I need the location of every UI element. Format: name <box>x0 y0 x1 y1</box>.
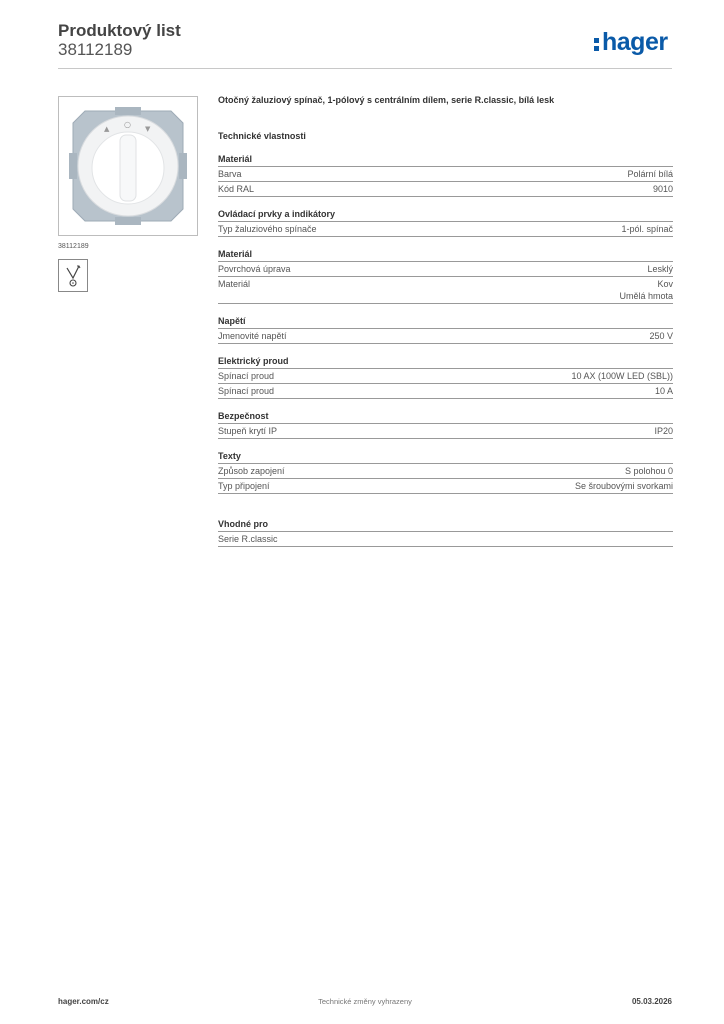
spec-label: Serie R.classic <box>218 534 278 544</box>
spec-value: 250 V <box>649 331 673 341</box>
spec-label: Povrchová úprava <box>218 264 291 274</box>
section-title: Materiál <box>218 153 673 167</box>
spec-row <box>218 424 673 439</box>
spec-row <box>218 479 673 494</box>
spec-section <box>218 248 673 304</box>
spec-row <box>218 464 673 479</box>
spec-row <box>218 182 673 197</box>
logo-text: hager <box>602 28 668 56</box>
spec-section <box>218 410 673 439</box>
spec-section <box>218 518 673 547</box>
spec-label: Stupeň krytí IP <box>218 426 278 436</box>
spec-row <box>218 277 673 304</box>
section-title: Texty <box>218 450 673 464</box>
page-title: Produktový list <box>58 21 181 40</box>
footer-note: Technické změny vyhrazeny <box>318 997 412 1006</box>
spec-value: 1-pól. spínač <box>621 224 673 234</box>
section-title: Elektrický proud <box>218 355 673 369</box>
blind-switch-symbol-icon <box>58 259 88 292</box>
spec-label: Typ připojení <box>218 481 270 491</box>
spec-label: Spínací proud <box>218 386 275 396</box>
footer <box>58 997 672 1006</box>
spec-row <box>218 384 673 399</box>
spec-value: Se šroubovými svorkami <box>574 481 673 491</box>
spec-row <box>218 329 673 344</box>
spec-section <box>218 315 673 344</box>
spec-value: 10 AX (100W LED (SBL)) <box>571 371 673 381</box>
section-title: Napětí <box>218 315 673 329</box>
spec-value: 10 A <box>654 386 673 396</box>
product-name: Otočný žaluziový spínač, 1-pólový s centrálním dílem, serie R.classic, bílá lesk <box>218 95 555 105</box>
spec-content <box>218 94 673 547</box>
spec-value: Lesklý <box>647 264 673 274</box>
header-divider <box>58 68 672 69</box>
logo-colon-icon <box>594 37 600 51</box>
spec-label: Materiál <box>218 279 251 289</box>
footer-date: 05.03.2026 <box>631 997 672 1006</box>
tech-heading: Technické vlastnosti <box>218 131 306 141</box>
section-title: Ovládací prvky a indikátory <box>218 208 673 222</box>
rotary-down-label: ▼ <box>145 125 151 133</box>
spec-section <box>218 153 673 197</box>
rotary-up-label: ▲ <box>104 125 110 133</box>
hager-logo <box>594 28 668 56</box>
spec-value: Kov Umělá hmota <box>619 279 673 301</box>
spec-label: Jmenovité napětí <box>218 331 287 341</box>
spec-value: IP20 <box>654 426 673 436</box>
spec-sections <box>218 153 673 547</box>
spec-label: Spínací proud <box>218 371 275 381</box>
section-title: Vhodné pro <box>218 518 673 532</box>
image-caption: 38112189 <box>58 243 89 250</box>
spec-row <box>218 532 673 547</box>
spec-section <box>218 208 673 237</box>
footer-website: hager.com/cz <box>58 997 109 1006</box>
spec-label: Typ žaluziového spínače <box>218 224 317 234</box>
spec-row <box>218 262 673 277</box>
spec-section <box>218 450 673 494</box>
spec-value: 9010 <box>652 184 673 194</box>
spec-row <box>218 222 673 237</box>
spec-row <box>218 167 673 182</box>
spec-label: Způsob zapojení <box>218 466 285 476</box>
product-image <box>58 96 198 236</box>
rotary-blind-switch-icon <box>59 97 197 235</box>
spec-value: S polohou 0 <box>624 466 673 476</box>
section-title: Materiál <box>218 248 673 262</box>
spec-value: Polární bílá <box>627 169 673 179</box>
spec-row <box>218 369 673 384</box>
spec-label: Barva <box>218 169 242 179</box>
section-title: Bezpečnost <box>218 410 673 424</box>
rotary-zero-label: ○ <box>124 120 131 129</box>
product-code: 38112189 <box>58 40 133 59</box>
spec-section <box>218 355 673 399</box>
spec-label: Kód RAL <box>218 184 255 194</box>
